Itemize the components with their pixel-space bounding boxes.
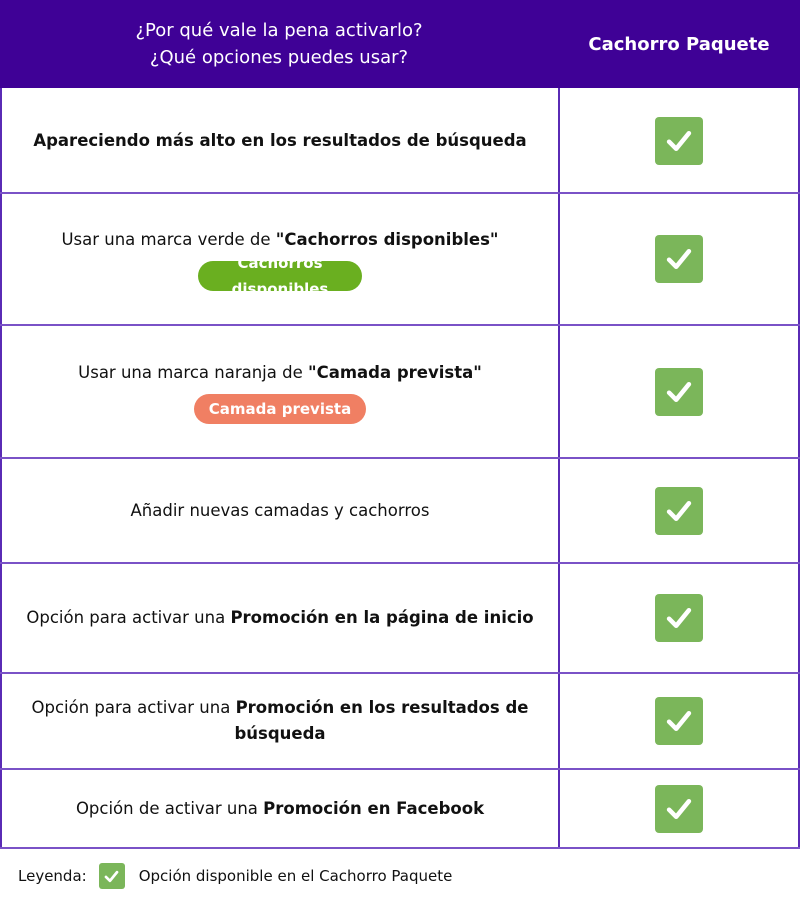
legend [18, 862, 452, 890]
table-header [0, 0, 800, 88]
header-question-line1: ¿Por qué vale la pena activarlo? [135, 20, 423, 41]
table-row [0, 326, 800, 457]
feature-text: Usar una marca verde de [61, 230, 276, 249]
feature-text: Opción para activar una [31, 698, 236, 717]
table-row [0, 459, 800, 562]
feature-text: Opción para activar una [26, 608, 231, 627]
availability-cell [558, 194, 800, 324]
table-row [0, 88, 800, 193]
check-icon [655, 368, 703, 416]
availability-cell [558, 326, 800, 457]
feature-cell [0, 770, 558, 848]
check-icon [655, 697, 703, 745]
feature-cell [0, 326, 558, 457]
header-package-title: Cachorro Paquete [588, 33, 770, 55]
feature-text-bold: Promoción en Facebook [263, 799, 485, 818]
legend-description: Opción disponible en el Cachorro Paquete [138, 867, 453, 885]
feature-cell [0, 674, 558, 768]
availability-cell [558, 564, 800, 672]
feature-text-bold: Promoción en los resultados de búsqueda [234, 698, 529, 743]
check-icon [655, 235, 703, 283]
feature-cell [0, 564, 558, 672]
feature-text-bold: "Cachorros disponibles" [275, 230, 499, 249]
feature-cell [0, 194, 558, 324]
feature-text-bold: Promoción en la página de inicio [230, 608, 534, 627]
table-bottom-border [0, 847, 800, 849]
feature-text: Opción de activar una [75, 799, 264, 818]
check-icon [655, 117, 703, 165]
available-puppies-badge: Cachorros disponibles [198, 261, 362, 291]
header-question [0, 0, 558, 88]
availability-cell [558, 88, 800, 193]
check-icon [655, 487, 703, 535]
feature-text-bold: Apareciendo más alto en los resultados de búsqueda [33, 130, 527, 150]
availability-cell [558, 459, 800, 562]
feature-cell [0, 88, 558, 193]
check-icon [655, 785, 703, 833]
check-icon [655, 594, 703, 642]
availability-cell [558, 674, 800, 768]
table-row [0, 770, 800, 848]
header-question-line2: ¿Qué opciones puedes usar? [149, 47, 409, 68]
feature-text-bold: "Camada prevista" [308, 362, 482, 382]
check-icon [99, 863, 125, 889]
legend-label: Leyenda: [18, 867, 87, 885]
table-row [0, 674, 800, 768]
feature-text: Añadir nuevas camadas y cachorros [130, 500, 430, 520]
table-row [0, 194, 800, 324]
expected-litter-badge: Camada prevista [194, 394, 366, 424]
table-row [0, 564, 800, 672]
availability-cell [558, 770, 800, 848]
feature-text: Usar una marca naranja de [78, 362, 308, 382]
feature-cell [0, 459, 558, 562]
